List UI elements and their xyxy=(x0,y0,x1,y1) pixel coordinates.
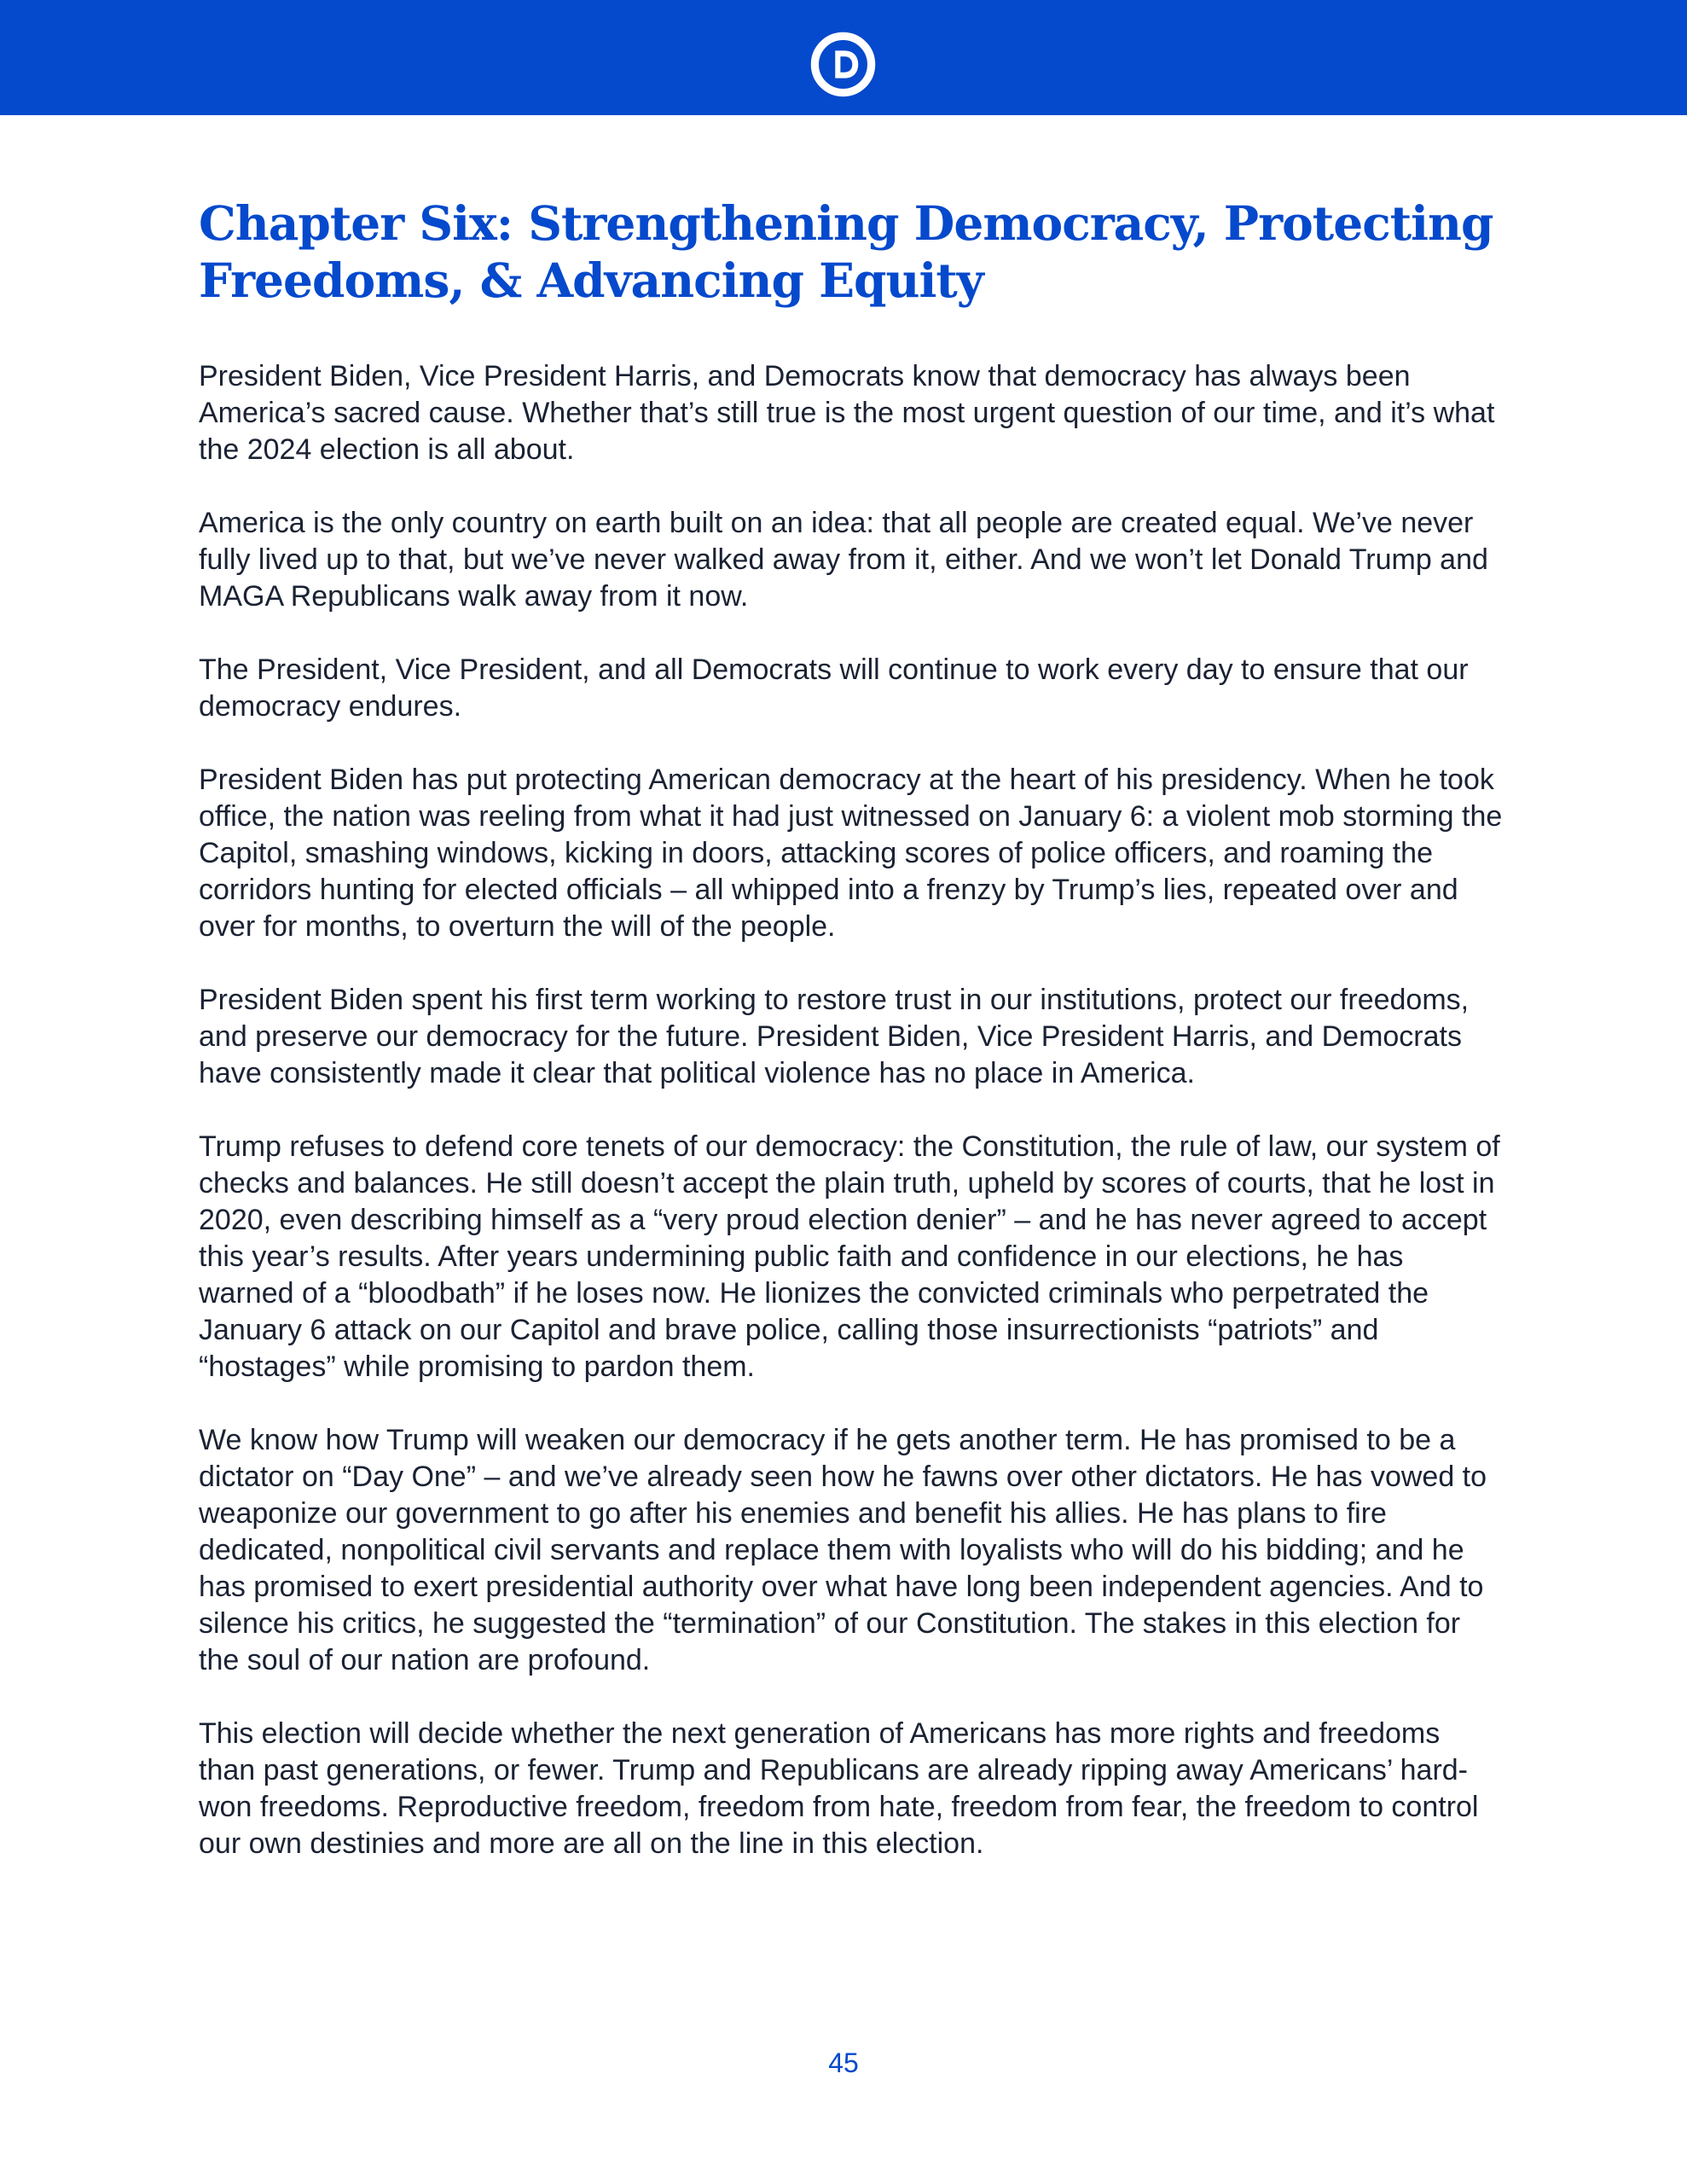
page-number: 45 xyxy=(828,2048,859,2078)
chapter-body xyxy=(199,358,1504,1862)
democratic-party-d-logo-icon xyxy=(810,32,876,97)
header-bar xyxy=(0,0,1687,115)
chapter-content xyxy=(199,195,1504,1899)
body-paragraph: We know how Trump will weaken our democracy if he gets another term. He has promised to be a dictator on “Day One” – and we’ve already seen how he fawns over other dictators. He has vowed to weaponize our government to go after his enemies and benefit his allies. He has plans to fire dedicated, nonpolitical civil servants and replace them with loyalists who will do his bidding; and he has promised to exert presidential authority over what have long been independent agencies. And to silence his critics, he suggested the “termination” of our Constitution. The stakes in this election for the soul of our nation are profound. xyxy=(199,1424,1487,1676)
chapter-title: Chapter Six: Strengthening Democracy, Protecting Freedoms, & Advancing Equity xyxy=(199,195,1493,308)
body-paragraph: President Biden, Vice President Harris, and Democrats know that democracy has always been America’s sacred cause. Whether that’s still true is the most urgent question of our time, and it’s what the 2024 election is all about. xyxy=(199,360,1495,466)
body-paragraph: America is the only country on earth built on an idea: that all people are created equal. We’ve never fully lived up to that, but we’ve never walked away from it, either. And we won’t let Donald Trump and MAGA Republicans walk away from it now. xyxy=(199,507,1488,613)
body-paragraph: Trump refuses to defend core tenets of our democracy: the Constitution, the rule of law, our system of checks and balances. He still doesn’t accept the plain truth, upheld by scores of courts, that he lost in 2020, even describing himself as a “very proud election denier” – and he has never agreed to accept this year’s results. After years undermining public faith and confidence in our elections, he has warned of a “bloodbath” if he loses now. He lionizes the convicted criminals who perpetrated the January 6 attack on our Capitol and brave police, calling those insurrectionists “patriots” and “hostages” while promising to pardon them. xyxy=(199,1130,1500,1383)
body-paragraph: The President, Vice President, and all Democrats will continue to work every day to ensure that our democracy endures. xyxy=(199,653,1469,723)
body-paragraph: President Biden spent his first term working to restore trust in our institutions, protect our freedoms, and preserve our democracy for the future. President Biden, Vice President Harris, and Democrats have consistently made it clear that political violence has no place in America. xyxy=(199,984,1470,1089)
body-paragraph: President Biden has put protecting American democracy at the heart of his presidency. When he took office, the nation was reeling from what it had just witnessed on January 6: a violent mob storming the Capitol, smashing windows, kicking in doors, attacking scores of police officers, and roaming the corridors hunting for elected officials – all whipped into a frenzy by Trump’s lies, repeated over and over for months, to overturn the will of the people. xyxy=(199,764,1503,943)
body-paragraph: This election will decide whether the next generation of Americans has more rights and freedoms than past generations, or fewer. Trump and Republicans are already ripping away Americans’ hard-won freedoms. Reproductive freedom, freedom from hate, freedom from fear, the freedom to control our own destinies and more are all on the line in this election. xyxy=(199,1717,1479,1860)
